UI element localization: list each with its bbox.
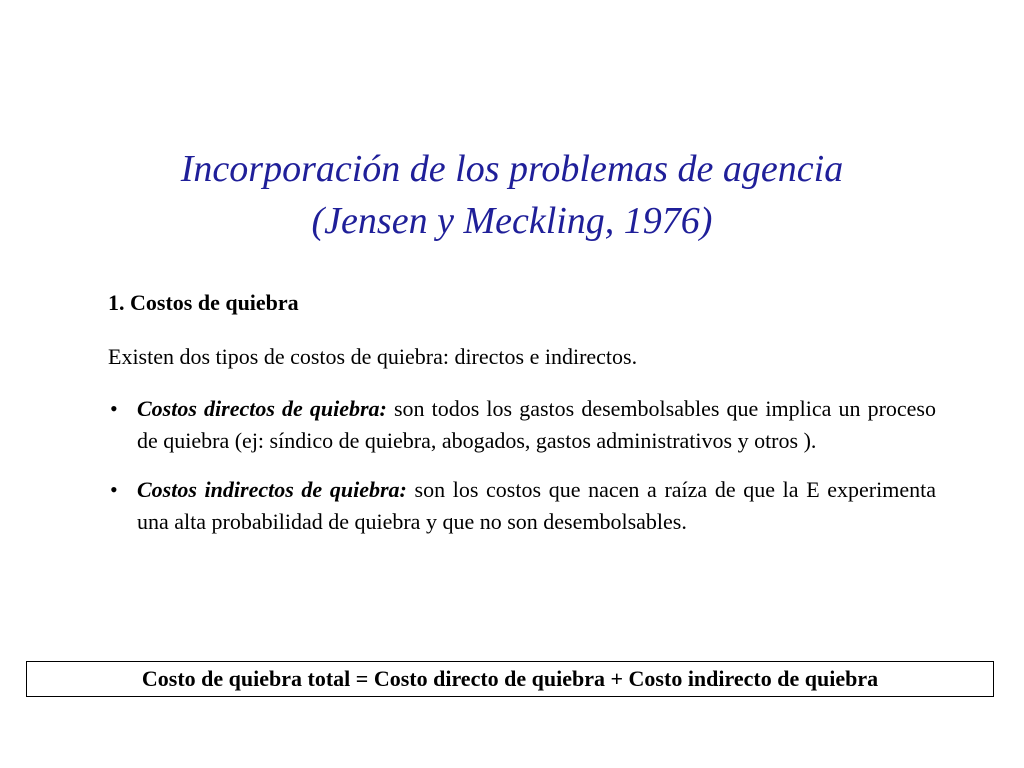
bullet-text: son todos los gastos desembolsables que implica un proceso de quiebra (ej: síndico de quiebra, abogados, gastos administrativos y otros ).	[137, 396, 936, 453]
formula-box: Costo de quiebra total = Costo directo de quiebra + Costo indirecto de quiebra	[26, 661, 994, 697]
bullet-icon: •	[110, 396, 118, 421]
section-heading: 1. Costos de quiebra	[108, 290, 299, 315]
title-line-2: (Jensen y Meckling, 1976)	[311, 200, 713, 242]
slide-title	[0, 143, 1024, 247]
title-line-1: Incorporación de los problemas de agencia	[180, 148, 844, 190]
bullet-term: Costos directos de quiebra:	[137, 396, 387, 421]
intro-paragraph: Existen dos tipos de costos de quiebra: directos e indirectos.	[108, 344, 638, 369]
bullet-item-indirect-costs	[108, 474, 936, 538]
bullet-item-direct-costs	[108, 393, 936, 457]
bullet-term: Costos indirectos de quiebra:	[137, 477, 407, 502]
bullet-icon: •	[110, 477, 118, 502]
slide-content	[108, 287, 936, 555]
bullet-text: son los costos que nacen a raíza de que la E experimenta una alta probabilidad de quiebra y que no son desembolsables.	[137, 477, 937, 534]
